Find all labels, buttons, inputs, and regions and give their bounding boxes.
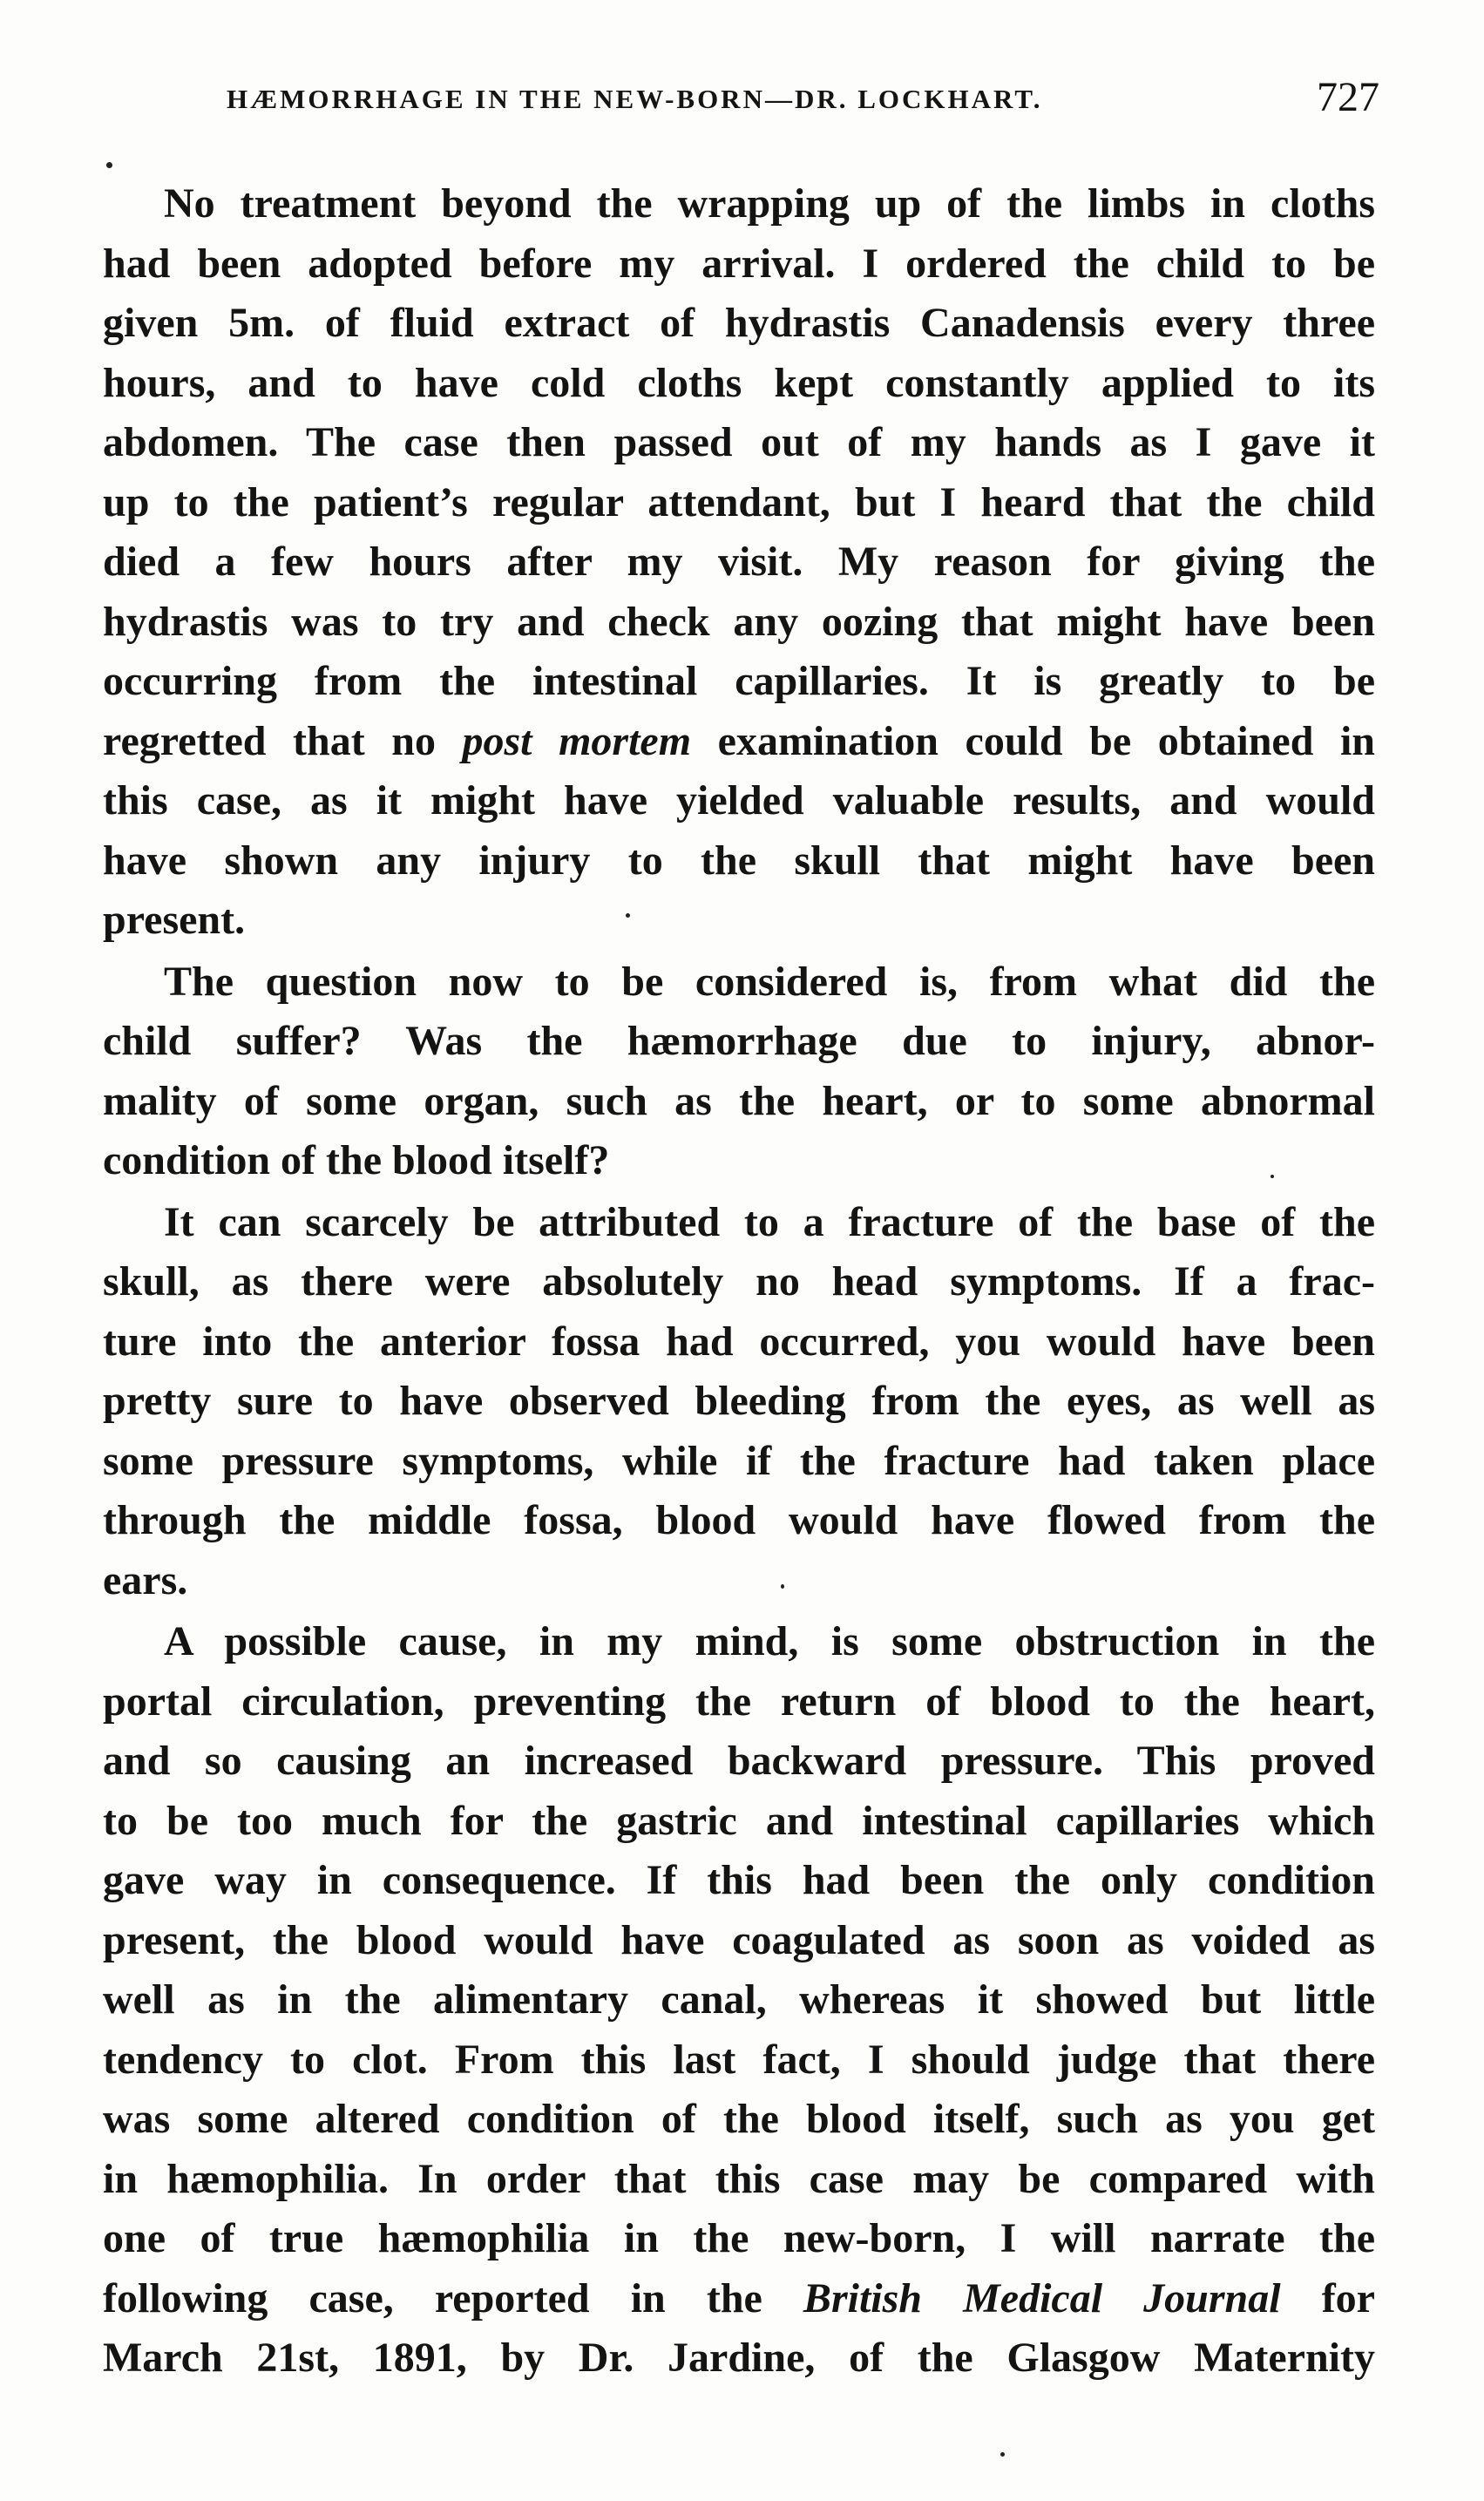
print-speck: [106, 162, 112, 168]
text-line: have shown any injury to the skull that might have been: [103, 837, 1375, 884]
text-line: through the middle fossa, blood would have flowed from the: [103, 1497, 1375, 1543]
text-line: gave way in consequence. If this had been the only condition: [103, 1857, 1375, 1903]
text-line-with-italic: [103, 2269, 1375, 2329]
text-line: tendency to clot. From this last fact, I should judge that there: [103, 2036, 1375, 2083]
text-line: given 5m. of fluid extract of hydrastis Canadensis every three: [103, 300, 1375, 346]
print-speck: [1000, 2452, 1005, 2457]
text-line: A possible cause, in my mind, is some obstruction in the: [164, 1618, 1375, 1664]
paragraph-3: [103, 1193, 1375, 1611]
text-line: to be too much for the gastric and intestinal capillaries which: [103, 1797, 1375, 1844]
italic-term: post mortem: [462, 717, 692, 764]
text-line: The question now to be considered is, from what did the: [164, 958, 1375, 1005]
text-line: some pressure symptoms, while if the fracture had taken place: [103, 1437, 1375, 1484]
text-line: abdomen. The case then passed out of my hands as I gave it: [103, 419, 1375, 465]
text-line: one of true hæmophilia in the new-born, I will narrate the: [103, 2215, 1375, 2261]
text-line: skull, as there were absolutely no head symptoms. If a frac-: [103, 1258, 1375, 1305]
print-speck: [626, 913, 630, 918]
running-header: [105, 74, 1379, 129]
print-speck: [1271, 1175, 1274, 1178]
page-number: 727: [1317, 74, 1379, 120]
text-line: had been adopted before my arrival. I ordered the child to be: [103, 240, 1375, 287]
text-line: mality of some organ, such as the heart, or to some abnormal: [103, 1077, 1375, 1124]
text-line: child suffer? Was the hæmorrhage due to injury, abnor-: [103, 1018, 1375, 1064]
paragraph-1: [103, 174, 1375, 951]
text-line: portal circulation, preventing the return of blood to the heart,: [103, 1678, 1375, 1725]
text-line: No treatment beyond the wrapping up of the limbs in cloths: [164, 180, 1375, 227]
text-line: occurring from the intestinal capillaries. It is greatly to be: [103, 658, 1375, 704]
text-line: hours, and to have cold cloths kept constantly applied to its: [103, 359, 1375, 406]
text-line: March 21st, 1891, by Dr. Jardine, of the Glasgow Maternity: [103, 2335, 1375, 2381]
text-line: ears.: [103, 1556, 188, 1603]
text-line: up to the patient’s regular attendant, but I heard that the child: [103, 478, 1375, 525]
text-line: pretty sure to have observed bleeding from the eyes, as well as: [103, 1378, 1375, 1424]
italic-journal-title: British Medical Journal: [803, 2274, 1281, 2321]
text-line: was some altered condition of the blood itself, such as you get: [103, 2096, 1375, 2142]
text-line: present, the blood would have coagulated as soon as voided as: [103, 1916, 1375, 1963]
running-title: HÆMORRHAGE IN THE NEW-BORN—DR. LOCKHART.: [227, 84, 1043, 114]
text-run: regretted that no: [103, 717, 463, 764]
text-run: examination could be obtained in: [691, 717, 1375, 764]
text-line: and so causing an increased backward pressure. This proved: [103, 1738, 1375, 1784]
paragraph-4: [103, 1612, 1375, 2389]
text-line: hydrastis was to try and check any oozing that might have been: [103, 598, 1375, 645]
text-line: ture into the anterior fossa had occurred, you would have been: [103, 1318, 1375, 1365]
paragraph-2: [103, 952, 1375, 1191]
text-line: died a few hours after my visit. My reason for giving the: [103, 539, 1375, 585]
body-text: [103, 174, 1375, 2389]
text-line: well as in the alimentary canal, whereas it showed but little: [103, 1976, 1375, 2023]
text-line: in hæmophilia. In order that this case may be compared with: [103, 2155, 1375, 2202]
text-line: present.: [103, 897, 246, 943]
text-line: condition of the blood itself?: [103, 1137, 610, 1183]
text-line-with-italic: [103, 712, 1375, 772]
text-line: this case, as it might have yielded valuable results, and would: [103, 777, 1375, 824]
text-line: It can scarcely be attributed to a fracture of the base of the: [164, 1198, 1375, 1245]
text-run: following case, reported in the: [103, 2274, 803, 2321]
text-run: for: [1280, 2274, 1375, 2321]
print-speck: [781, 1584, 784, 1589]
